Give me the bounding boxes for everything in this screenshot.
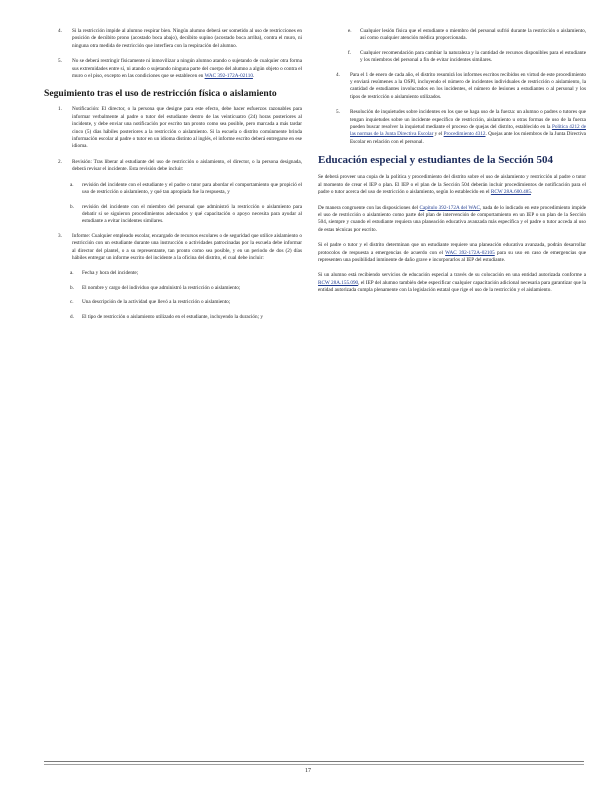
section-heading: Seguimiento tras el uso de restricción física o aislamiento <box>44 88 277 100</box>
sub-item-text: Cualquier lesión física que el estudiante o miembro del personal sufrió durante la restricción o aislamiento, así como cualquier atención médica proporcionada. <box>360 28 586 42</box>
item-text: Para el 1 de enero de cada año, el distrito resumirá los informes escritos recibidos en virtud de este procedimiento y enviará resúmenes a la OSPI, incluyendo el número de incidentes individuales de restricción o aislamiento, la cantidad de estudiantes involucrados en los incidentes, el número de lesiones a estudiantes o al personal y los tipos de restricción o aislamiento utilizados. <box>350 71 586 100</box>
paragraph: De manera congruente con las disposiciones del Capítulo 392-172A del WAC, nada de lo indicado en este procedimiento impide el uso de restricción o aislamiento como parte del plan de intervención de comportamiento en un IEP o un plan de la Sección 504, siempre y cuando el estudiante requiera una planeación educativa avanzada más específica y el padre o tutor acceda al uso de estas técnicas por escrito. <box>318 204 587 233</box>
sub-item <box>70 285 302 292</box>
item-text: Notificación: El director, o la persona que designe para este efecto, debe hacer esfuerzos razonables para informar verbalmente al padre o tutor del estudiante dentro de las veinticuatro (24) horas posteriores al incidente, y debe enviar una notificación por escrito tan pronto como sea posible, pero marcada a más tardar cinco (5) días hábiles posteriores a la restricción o aislamiento. Si la escuela o distrito comúnmente brinda información escolar al padre o tutor en un idioma distinto al inglés, el informe escrito deberá entregarse en ese idioma. <box>72 106 302 150</box>
sub-item <box>348 28 586 43</box>
item-text: No se deberá restringir físicamente ni inmovilizar a ningún alumno atando o sujetando de cualquier otra forma sus extremidades entre sí, ni atando o sujetando ninguna parte del cuerpo del alumno a algún objeto o contra el muro o el piso, excepto en las condiciones que se establecen en WAC 392-172A-02110. <box>72 58 302 80</box>
paragraph: Se deberá proveer una copia de la política y procedimiento del distrito sobre el uso de aislamiento y restricción al padre o tutor al momento de crear el IEP o plan. El IEP o el plan de la Sección 504 deberán incluir procedimientos de notificación para el padre o tutor acerca del uso de restricción o aislamiento, según lo establecido en el RCW 28A.600.485. <box>318 174 586 196</box>
sub-item <box>70 299 302 306</box>
sub-item <box>348 50 586 65</box>
list-item <box>58 233 302 263</box>
wac-link[interactable]: WAC 392-172A-02110 <box>204 73 253 80</box>
wac-chapter-link[interactable]: Capítulo 392-172A del WAC <box>419 204 480 211</box>
right-column <box>318 28 586 303</box>
sub-item-letter: c. <box>70 299 74 306</box>
item-number: 4. <box>58 28 62 34</box>
sub-item-text: Una descripción de la actividad que llevó a la restricción o aislamiento; <box>82 299 231 306</box>
sub-item-text: revisión del incidente con el estudiante y el padre o tutor para abordar el comportamiento que propició el uso de restricción o aislamiento, y qué tan apropiada fue la respuesta, y <box>82 181 302 196</box>
list-item <box>336 72 586 102</box>
list-item <box>58 28 302 50</box>
list-item <box>58 58 302 80</box>
item-text: Revisión: Tras liberar al estudiante del uso de restricción o aislamiento, el director, o la persona designada, deberá revisar el incidente. Esta revisión debe incluir: <box>72 158 302 173</box>
section-heading: Educación especial y estudiantes de la Sección 504 <box>318 154 553 167</box>
sub-item <box>70 314 302 321</box>
item-text: Informe: Cualquier empleado escolar, encargado de recursos escolares o de seguridad que utilice aislamiento o restricción con un estudiante durante una instrucción o actividades patrocinadas por la escuela debe informar al director del plantel, o a su representante, tan pronto como sea posible, y en un periodo de dos (2) días hábiles entregar un informe escrito del incidente a la oficina del distrito, el cual debe incluir: <box>72 232 302 261</box>
wac-link[interactable]: WAC 392-172A-02105 <box>445 249 495 256</box>
paragraph: Si el padre o tutor y el distrito determinan que un estudiante requiere una planeación educativa avanzada, podrán desarrollar protocolos de respuesta a emergencias de acuerdo con el WAC 392-172A-02105 para su uso en caso de emergencias que representen una posibilidad inminente de daño grave e incorporarlos al IEP del estudiante. <box>318 242 587 263</box>
paragraph: Si un alumno está recibiendo servicios de educación especial a través de su colocación en una entidad autorizada conforme a RCW 28A.155.090, el IEP del alumno también debe especificar cualquier capacitación adicional necesaria para garantizar que la entidad autorizada cumpla plenamente con la legislación estatal que rige el uso de la restricción y el aislamiento. <box>318 272 587 294</box>
policy-4212-link[interactable]: Política 4212 de las normas de la Junta Directiva Escolar <box>350 124 586 138</box>
left-column <box>40 28 302 328</box>
sub-item-text: Fecha y hora del incidente; <box>82 270 139 277</box>
item-number: 4. <box>336 71 340 78</box>
rcw-link[interactable]: RCW 28A.600.485 <box>490 189 531 196</box>
footer-divider <box>44 764 584 765</box>
footer-divider <box>44 761 584 762</box>
sub-item <box>70 182 302 197</box>
list-item <box>58 159 302 174</box>
item-text: Resolución de inquietudes sobre incidentes en los que se haga uso de la fuerza: un alumno o padres o tutores que tengan inquietudes sobre un incidente específico de restricción, aislamiento u otras formas de uso de la fuerza pueden buscar resolver la inquietud mediante el proceso de quejas del distrito, establecido en la Política 4212 de las normas de la Junta Directiva Escolar y el Procedimiento 4312. Quejas ante los miembros de la Junta Directiva Escolar en relación con el personal. <box>350 109 586 145</box>
sub-item-letter: f. <box>348 49 352 56</box>
sub-item-letter: b. <box>70 203 74 210</box>
rcw-link[interactable]: RCW 28A.155.090 <box>318 279 359 286</box>
procedure-4312-link[interactable]: Procedimiento 4312 <box>443 131 486 138</box>
page-number: 17 <box>305 768 311 774</box>
sub-item-letter: a. <box>70 270 74 277</box>
sub-item <box>70 204 302 226</box>
item-number: 1. <box>58 106 62 113</box>
sub-item-letter: a. <box>70 181 74 188</box>
sub-item-letter: b. <box>70 284 74 291</box>
item-number: 5. <box>58 58 62 65</box>
sub-item-text: Cualquier recomendación para cambiar la naturaleza y la cantidad de recursos disponibles para el estudiante y los miembros del personal a fin de evitar incidentes similares. <box>360 49 586 64</box>
sub-item-text: revisión del incidente con el miembro del personal que administró la restricción o aislamiento para debatir si se siguieron procedimientos adecuados y qué capacitación o apoyo necesita para ayudar al estudiante a evitar incidentes similares. <box>82 203 302 225</box>
sub-item <box>70 270 302 277</box>
list-item <box>336 109 586 146</box>
sub-item-text: El tipo de restricción o aislamiento utilizado en el estudiante, incluyendo la duración; y <box>82 313 263 320</box>
sub-item-text: El nombre y cargo del individuo que administró la restricción o aislamiento; <box>82 284 241 291</box>
item-number: 5. <box>336 109 340 116</box>
item-text: Si la restricción impide al alumno respirar bien. Ningún alumno deberá ser sometido al uso de restricciones en posición de decúbito prono (acostado boca abajo), decúbito supino (acostado boca arriba), contra el muro, ni ninguna otra medida de restricción que interfiera con la respiración del alumno. <box>72 28 302 49</box>
sub-item-letter: e. <box>348 28 352 34</box>
item-number: 3. <box>58 232 62 239</box>
sub-item-letter: d. <box>70 313 74 320</box>
list-item <box>58 106 302 150</box>
item-number: 2. <box>58 158 62 165</box>
